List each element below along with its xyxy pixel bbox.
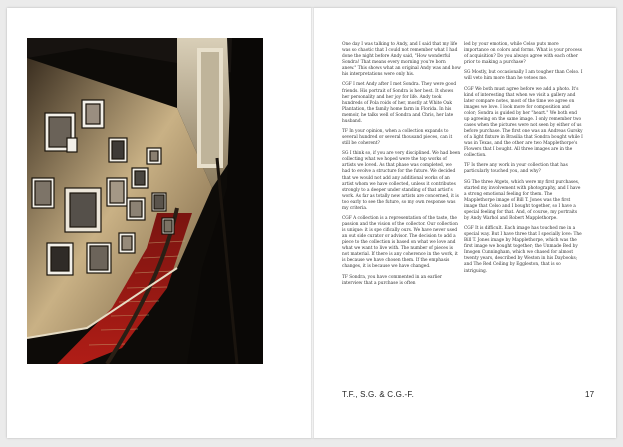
page-number: 17 [585,390,595,399]
paragraph: TF In your opinion, when a collection expands to several hundred or several thousand pieces, can it still be coherent? [342,128,453,147]
paragraph: SG The three Atgets, which were my first purchases, started my involvement with photography, and I have a strong emotional feeling for them. The Mapplethorpe image of Bill T. Jones was the first image that Celso and I bought together, so I have a special feeling for that. And, of course, my portraits by Andy Warhol and Robert Mapplethorpe. [464,179,581,221]
paragraph: SG Mostly, but occasionally I am tougher than Celso. I will veto him more than he vetoes me. [464,70,583,82]
book-gutter [311,8,314,438]
paragraph: TF Sondra, you have commented in an earlier interview that a purchase is often [342,274,442,286]
paragraph: CGF I met Andy after I met Sondra. They were good friends. His portrait of Sondra is her best. It shows her personality and her joy for life. Andy took hundreds of Pola roids of her, mostly at White Oak Plantation, the family home farm in Florida. In his memoir, he talks well of Sondra and Chris, her late husband. [342,82,457,124]
paragraph: CGF A collection is a representation of the taste, the passion and the vision of the collector. Our collection is unique: it is spe cifically ours. We have never used an out side curator or advisor. The decision to add a piece to the collection is based on what we love and what we want to live with. The number of pieces is not material. If there is any coherence in the work, it is because we have chosen them. If the emphasis changes, it is because we have changed. [342,215,458,270]
staircase-photo [27,38,263,364]
paragraph: TF Is there any work in your collection that has particularly touched you, and why? [464,163,568,175]
paragraph: One day I was talking to Andy, and I said that my life was so chaotic that I could not remember what I had done the night before Andy said, "How wonderful Sondra! That means every morning you're born anew." This shows what an original Andy was and how his interpretations were only his. [342,42,461,78]
paragraph: CGF We both must agree before we add a photo. It's kind of interesting that when we visit a gallery and later compare notes, most of the time we agree on images we love. I look more for composition and color; Sondra is guided by her "heart." We both end up agreeing on the same image. I only remember two cases when the pictures were not seen by either of us before purchase. The first one was an Andreas Gursky of a light fixture in Brasilia that Sondra bought while I was in Texas, and the other are two Mapplethorpe's Flowers that I bought. All three images are in the collection. [464,86,583,159]
paragraph: CGF It is difficult. Each image has touched me in a special way. But I have three that I specially love: The Bill T. Jones image by Mapplethorpe, which was the first image we bought together; the Unmade Bed by Imogen Cunningham, which we chased for almost twenty years, described by Weston in his Daybooks; and The Red Ceiling by Eggleston, that is so intriguing. [464,226,582,274]
text-column-left [342,42,461,291]
paragraph: led by your emotion, while Celso puts more importance on colors and forms. What is your process of acquisition? Do you always agree with each other prior to making a purchase? [464,42,582,66]
paragraph: SG I think so, if you are very disciplined. We had been collecting what we hoped were the top works of artists we loved. As that phase was completed, we had to evolve a structure for the future. We decided that we would not add any additional works of an artist whom we have collected, unless it contributes strongly to a deeper under standing of that artist's work. As far as totally new artists are concerned, it is too early to see the future, so my own response was my criteria. [342,151,461,211]
staircase-illustration [27,38,263,364]
text-column-right [464,42,583,279]
author-initials: T.F., S.G. & C.G.-F. [342,390,415,399]
